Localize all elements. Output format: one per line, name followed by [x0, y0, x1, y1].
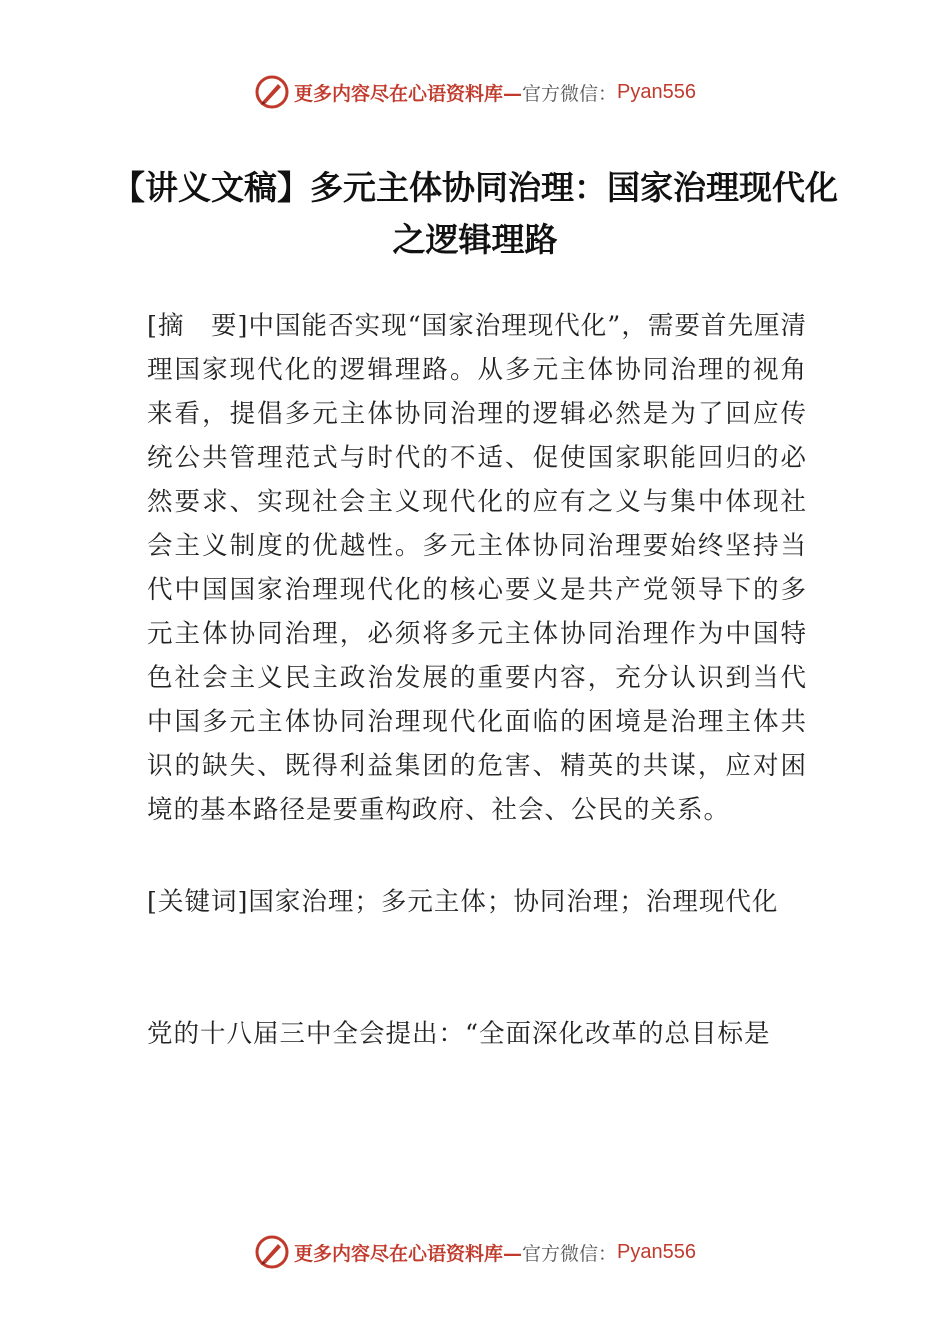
- footer-slogan: 更多内容尽在心语资料库—: [294, 1242, 523, 1265]
- document-title: 【讲义文稿】多元主体协同治理：国家治理现代化之逻辑理路: [112, 168, 838, 259]
- footer-banner: [0, 1230, 950, 1274]
- footer-wechat-id: Pyan556: [617, 1240, 696, 1263]
- header-wechat-id: Pyan556: [617, 80, 696, 103]
- header-wechat-label: 官方微信：: [522, 82, 618, 105]
- header-banner: [0, 70, 950, 114]
- pen-logo-icon: [254, 74, 290, 110]
- body-paragraph: 党的十八届三中全会提出：“全面深化改革的总目标是: [147, 1019, 771, 1049]
- header-slogan: 更多内容尽在心语资料库—: [294, 82, 523, 105]
- keywords-paragraph: [关键词]国家治理；多元主体；协同治理；治理现代化: [147, 887, 779, 917]
- footer-wechat-label: 官方微信：: [522, 1242, 618, 1265]
- pen-logo-icon: [254, 1234, 290, 1270]
- abstract-paragraph: [摘 要]中国能否实现“国家治理现代化”，需要首先厘清理国家现代化的逻辑理路。从多元主体协同治理的视角来看，提倡多元主体协同治理的逻辑必然是为了回应传统公共管理范式与时代的不适、促使国家职能回归的必然要求、实现社会主义现代化的应有之义与集中体现社会主义制度的优越性。多元主体协同治理要始终坚持当代中国国家治理现代化的核心要义是共产党领导下的多元主体协同治理，必须将多元主体协同治理作为中国特色社会主义民主政治发展的重要内容，充分认识到当代中国多元主体协同治理现代化面临的困境是治理主体共识的缺失、既得利益集团的危害、精英的共谋，应对困境的基本路径是要重构政府、社会、公民的关系。: [147, 311, 807, 825]
